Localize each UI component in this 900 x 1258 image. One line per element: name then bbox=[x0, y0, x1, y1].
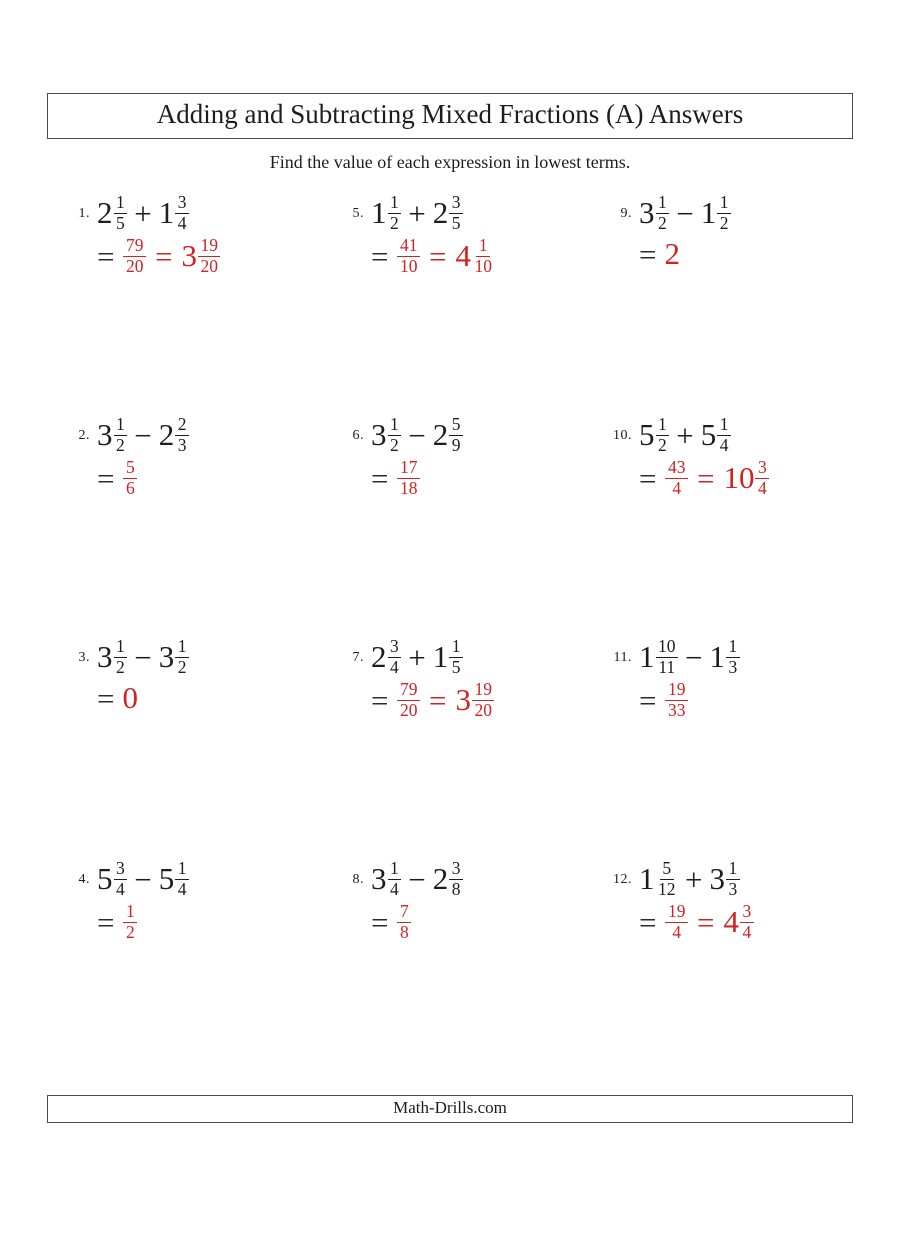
mixed1-whole: 1 bbox=[371, 195, 387, 231]
mixed2-fraction bbox=[175, 193, 189, 233]
mixed-answer-whole: 4 bbox=[723, 904, 739, 940]
mixed2-whole: 2 bbox=[432, 417, 449, 453]
mixed-answer-fraction bbox=[472, 680, 495, 720]
problem-8 bbox=[336, 859, 604, 1081]
equals-sign: = bbox=[371, 904, 389, 940]
mixed1-fraction bbox=[114, 859, 128, 899]
mixed-answer-whole: 4 bbox=[455, 238, 471, 274]
problem-number: 7. bbox=[352, 650, 364, 665]
numerator: 3 bbox=[449, 859, 463, 880]
mixed2-whole: 5 bbox=[700, 417, 717, 453]
denominator: 2 bbox=[116, 656, 125, 677]
denominator: 20 bbox=[474, 699, 492, 720]
numerator: 1 bbox=[114, 193, 128, 214]
numerator: 19 bbox=[472, 680, 495, 701]
mixed1-fraction bbox=[656, 193, 670, 233]
expression bbox=[371, 193, 494, 233]
expression bbox=[371, 415, 463, 455]
mixed1-whole: 2 bbox=[371, 639, 387, 675]
equals-sign: = bbox=[639, 904, 657, 940]
denominator: 5 bbox=[451, 656, 461, 677]
mixed1-fraction bbox=[388, 415, 402, 455]
numerator: 3 bbox=[740, 902, 754, 923]
mixed2-fraction bbox=[175, 637, 189, 677]
mixed2-whole: 1 bbox=[158, 195, 175, 231]
answer bbox=[371, 902, 463, 942]
problem-number: 10. bbox=[613, 428, 632, 443]
problem-math bbox=[371, 637, 494, 720]
mixed2-whole: 2 bbox=[158, 417, 175, 453]
improper-fraction bbox=[665, 902, 688, 942]
equals-sign: = bbox=[97, 238, 115, 274]
denominator: 2 bbox=[390, 434, 399, 455]
denominator: 4 bbox=[390, 656, 399, 677]
numerator: 1 bbox=[114, 415, 128, 436]
problem-math bbox=[97, 859, 189, 942]
mixed2-fraction bbox=[175, 859, 189, 899]
denominator: 8 bbox=[399, 921, 409, 942]
numerator: 19 bbox=[665, 680, 688, 701]
problem-1 bbox=[62, 193, 336, 415]
numerator: 3 bbox=[388, 637, 402, 658]
mixed2-whole: 2 bbox=[432, 195, 449, 231]
problem-number: 5. bbox=[352, 206, 364, 221]
operator: − bbox=[676, 195, 694, 231]
mixed-answer-fraction bbox=[472, 236, 495, 276]
fraction-answer bbox=[397, 458, 420, 498]
numerator: 43 bbox=[665, 458, 688, 479]
denominator: 5 bbox=[116, 212, 125, 233]
numerator: 1 bbox=[717, 415, 731, 436]
expression bbox=[639, 193, 731, 233]
expression bbox=[97, 637, 189, 677]
worksheet-title: Adding and Subtracting Mixed Fractions (A) Answers bbox=[47, 93, 853, 139]
denominator: 12 bbox=[658, 878, 676, 899]
mixed2-fraction bbox=[175, 415, 189, 455]
numerator: 1 bbox=[476, 236, 490, 257]
problem-math bbox=[97, 637, 189, 716]
denominator: 6 bbox=[125, 477, 135, 498]
answer bbox=[97, 458, 189, 498]
denominator: 20 bbox=[125, 255, 144, 276]
denominator: 4 bbox=[672, 477, 682, 498]
answer bbox=[639, 680, 740, 720]
numerator: 1 bbox=[388, 193, 402, 214]
problem-6 bbox=[336, 415, 604, 637]
problem-number: 1. bbox=[78, 206, 90, 221]
numerator: 3 bbox=[449, 193, 463, 214]
numerator: 1 bbox=[449, 637, 463, 658]
numerator: 1 bbox=[123, 902, 137, 923]
worksheet-instructions: Find the value of each expression in lowest terms. bbox=[269, 152, 631, 172]
numerator: 1 bbox=[656, 193, 670, 214]
mixed2-fraction bbox=[449, 415, 463, 455]
operator: − bbox=[685, 639, 703, 675]
footer-site-name: Math-Drills.com bbox=[47, 1095, 853, 1123]
problem-11 bbox=[604, 637, 880, 859]
equals-sign: = bbox=[97, 904, 115, 940]
operator: − bbox=[134, 417, 152, 453]
mixed-answer-whole: 3 bbox=[181, 238, 197, 274]
mixed1-fraction bbox=[388, 637, 402, 677]
expression bbox=[97, 193, 220, 233]
mixed2-whole: 3 bbox=[158, 639, 175, 675]
problem-math bbox=[639, 193, 731, 272]
mixed2-fraction bbox=[717, 193, 731, 233]
problem-math bbox=[97, 415, 189, 498]
numerator: 1 bbox=[656, 415, 670, 436]
problem-math bbox=[639, 859, 754, 942]
equals-sign: = bbox=[639, 460, 657, 496]
denominator: 9 bbox=[451, 434, 461, 455]
numerator: 1 bbox=[175, 637, 189, 658]
equals-sign: = bbox=[154, 238, 173, 274]
equals-sign: = bbox=[97, 460, 115, 496]
whole-answer: 0 bbox=[122, 680, 138, 716]
improper-fraction bbox=[665, 458, 688, 498]
operator: + bbox=[408, 639, 426, 675]
expression bbox=[639, 859, 754, 899]
improper-fraction bbox=[397, 680, 420, 720]
problem-number: 12. bbox=[613, 872, 632, 887]
denominator: 2 bbox=[658, 212, 667, 233]
mixed1-whole: 5 bbox=[97, 861, 113, 897]
problem-number: 4. bbox=[78, 872, 90, 887]
numerator: 5 bbox=[449, 415, 463, 436]
denominator: 3 bbox=[728, 656, 738, 677]
problems-grid bbox=[0, 193, 900, 1081]
answer bbox=[371, 236, 494, 276]
mixed2-fraction bbox=[726, 859, 740, 899]
mixed2-fraction bbox=[726, 637, 740, 677]
numerator: 19 bbox=[665, 902, 688, 923]
denominator: 2 bbox=[719, 212, 729, 233]
numerator: 41 bbox=[397, 236, 420, 257]
equals-sign: = bbox=[371, 238, 389, 274]
mixed1-whole: 2 bbox=[97, 195, 113, 231]
numerator: 7 bbox=[397, 902, 411, 923]
problem-math bbox=[371, 193, 494, 276]
denominator: 4 bbox=[742, 921, 752, 942]
expression bbox=[97, 859, 189, 899]
mixed2-whole: 1 bbox=[432, 639, 449, 675]
expression bbox=[97, 415, 189, 455]
fraction-answer bbox=[397, 902, 411, 942]
problem-number: 8. bbox=[352, 872, 364, 887]
problem-5 bbox=[336, 193, 604, 415]
denominator: 4 bbox=[757, 477, 767, 498]
equals-sign: = bbox=[371, 682, 389, 718]
numerator: 5 bbox=[123, 458, 137, 479]
problem-4 bbox=[62, 859, 336, 1081]
numerator: 79 bbox=[123, 236, 146, 257]
numerator: 17 bbox=[397, 458, 420, 479]
equals-sign: = bbox=[639, 236, 657, 272]
equals-sign: = bbox=[371, 460, 389, 496]
mixed1-whole: 3 bbox=[371, 417, 387, 453]
equals-sign: = bbox=[428, 238, 447, 274]
equals-sign: = bbox=[639, 682, 657, 718]
mixed1-whole: 1 bbox=[639, 639, 655, 675]
denominator: 4 bbox=[177, 878, 187, 899]
equals-sign: = bbox=[97, 680, 115, 716]
fraction-answer bbox=[665, 680, 688, 720]
denominator: 4 bbox=[177, 212, 187, 233]
problem-math bbox=[97, 193, 220, 276]
mixed-answer-fraction bbox=[755, 458, 769, 498]
mixed1-whole: 5 bbox=[639, 417, 655, 453]
denominator: 33 bbox=[667, 699, 686, 720]
denominator: 20 bbox=[200, 255, 218, 276]
answer bbox=[639, 902, 754, 942]
problem-3 bbox=[62, 637, 336, 859]
whole-answer: 2 bbox=[664, 236, 680, 272]
denominator: 4 bbox=[672, 921, 682, 942]
denominator: 8 bbox=[451, 878, 461, 899]
mixed2-whole: 1 bbox=[709, 639, 725, 675]
fraction-answer bbox=[123, 458, 137, 498]
denominator: 2 bbox=[116, 434, 125, 455]
denominator: 5 bbox=[451, 212, 461, 233]
answer bbox=[371, 458, 463, 498]
mixed1-whole: 1 bbox=[639, 861, 655, 897]
equals-sign: = bbox=[428, 682, 447, 718]
answer bbox=[371, 680, 494, 720]
problem-math bbox=[371, 415, 463, 498]
problem-math bbox=[371, 859, 463, 942]
numerator: 79 bbox=[397, 680, 420, 701]
denominator: 11 bbox=[658, 656, 676, 677]
fraction-answer bbox=[123, 902, 137, 942]
answer bbox=[97, 902, 189, 942]
operator: − bbox=[408, 417, 426, 453]
numerator: 3 bbox=[114, 859, 128, 880]
denominator: 10 bbox=[399, 255, 418, 276]
mixed1-fraction bbox=[114, 415, 128, 455]
problem-number: 2. bbox=[78, 428, 90, 443]
numerator: 1 bbox=[726, 859, 740, 880]
problem-7 bbox=[336, 637, 604, 859]
denominator: 10 bbox=[474, 255, 492, 276]
mixed1-whole: 3 bbox=[97, 639, 113, 675]
mixed1-fraction bbox=[114, 637, 128, 677]
mixed2-whole: 3 bbox=[709, 861, 725, 897]
numerator: 1 bbox=[388, 415, 402, 436]
operator: + bbox=[134, 195, 152, 231]
denominator: 18 bbox=[399, 477, 418, 498]
denominator: 3 bbox=[177, 434, 187, 455]
answer bbox=[97, 236, 220, 276]
operator: − bbox=[408, 861, 426, 897]
mixed2-whole: 2 bbox=[432, 861, 449, 897]
improper-fraction bbox=[397, 236, 420, 276]
mixed1-fraction bbox=[388, 193, 402, 233]
answer bbox=[97, 680, 189, 716]
equals-sign: = bbox=[696, 904, 715, 940]
mixed2-fraction bbox=[449, 859, 463, 899]
expression bbox=[639, 415, 769, 455]
mixed1-whole: 3 bbox=[371, 861, 387, 897]
denominator: 2 bbox=[177, 656, 187, 677]
expression bbox=[371, 859, 463, 899]
numerator: 1 bbox=[114, 637, 128, 658]
mixed1-whole: 3 bbox=[97, 417, 113, 453]
operator: + bbox=[676, 417, 694, 453]
expression bbox=[371, 637, 494, 677]
mixed1-fraction bbox=[656, 415, 670, 455]
problem-12 bbox=[604, 859, 880, 1081]
mixed-answer-fraction bbox=[740, 902, 754, 942]
denominator: 2 bbox=[125, 921, 135, 942]
problem-math bbox=[639, 415, 769, 498]
numerator: 1 bbox=[388, 859, 402, 880]
operator: + bbox=[685, 861, 703, 897]
mixed2-fraction bbox=[717, 415, 731, 455]
numerator: 3 bbox=[175, 193, 189, 214]
problem-number: 6. bbox=[352, 428, 364, 443]
mixed2-fraction bbox=[449, 637, 463, 677]
answer bbox=[639, 236, 731, 272]
numerator: 1 bbox=[175, 859, 189, 880]
denominator: 4 bbox=[390, 878, 399, 899]
mixed-answer-whole: 3 bbox=[455, 682, 471, 718]
mixed-answer-whole: 10 bbox=[723, 460, 755, 496]
problem-9 bbox=[604, 193, 880, 415]
mixed2-fraction bbox=[449, 193, 463, 233]
denominator: 4 bbox=[719, 434, 729, 455]
problem-number: 11. bbox=[613, 650, 632, 665]
mixed2-whole: 5 bbox=[158, 861, 175, 897]
numerator: 2 bbox=[175, 415, 189, 436]
problem-10 bbox=[604, 415, 880, 637]
numerator: 1 bbox=[717, 193, 731, 214]
denominator: 2 bbox=[390, 212, 399, 233]
problem-number: 9. bbox=[620, 206, 632, 221]
denominator: 3 bbox=[728, 878, 738, 899]
mixed1-fraction bbox=[114, 193, 128, 233]
numerator: 3 bbox=[755, 458, 769, 479]
operator: − bbox=[134, 861, 152, 897]
answer bbox=[639, 458, 769, 498]
problem-math bbox=[639, 637, 740, 720]
problem-2 bbox=[62, 415, 336, 637]
mixed-answer-fraction bbox=[198, 236, 221, 276]
denominator: 4 bbox=[116, 878, 125, 899]
operator: − bbox=[134, 639, 152, 675]
equals-sign: = bbox=[696, 460, 715, 496]
expression bbox=[639, 637, 740, 677]
mixed1-fraction bbox=[656, 859, 679, 899]
numerator: 19 bbox=[198, 236, 221, 257]
operator: + bbox=[408, 195, 426, 231]
numerator: 1 bbox=[726, 637, 740, 658]
denominator: 2 bbox=[658, 434, 667, 455]
numerator: 10 bbox=[656, 637, 679, 658]
mixed1-fraction bbox=[388, 859, 402, 899]
problem-number: 3. bbox=[78, 650, 90, 665]
mixed1-fraction bbox=[656, 637, 679, 677]
numerator: 5 bbox=[660, 859, 674, 880]
mixed2-whole: 1 bbox=[700, 195, 717, 231]
denominator: 20 bbox=[399, 699, 418, 720]
improper-fraction bbox=[123, 236, 146, 276]
mixed1-whole: 3 bbox=[639, 195, 655, 231]
